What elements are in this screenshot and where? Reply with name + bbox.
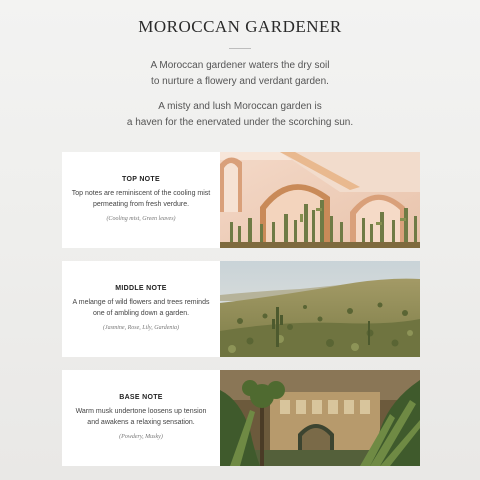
note-ingredients: (Jasmine, Rose, Lily, Gardenia) — [102, 325, 180, 331]
note-card-top — [62, 152, 420, 248]
note-description-line: one of ambling down a garden. — [92, 310, 190, 317]
note-description-line: A melange of wild flowers and trees reminds — [72, 299, 210, 306]
note-card-base — [62, 370, 420, 466]
note-text — [62, 370, 220, 466]
note-description-line: Top notes are reminiscent of the cooling mist — [71, 190, 211, 197]
note-card-middle — [62, 261, 420, 357]
intro-line: to nurture a flowery and verdant garden. — [151, 76, 329, 87]
note-description-line: and awakens a relaxing sensation. — [87, 419, 195, 426]
intro-line: a haven for the enervated under the scorching sun. — [126, 117, 354, 128]
note-description-line: permeating from fresh verdure. — [92, 201, 190, 208]
note-description — [70, 188, 212, 210]
note-description — [70, 297, 212, 319]
page-title: MOROCCAN GARDENER — [138, 17, 342, 36]
note-label: BASE NOTE — [119, 394, 163, 401]
note-ingredients: (Cooling mist, Green leaves) — [106, 216, 176, 222]
intro-paragraph-1 — [0, 58, 480, 90]
note-description — [70, 406, 212, 428]
note-text — [62, 261, 220, 357]
note-description-line: Warm musk undertone loosens up tension — [75, 408, 207, 415]
intro-paragraph-2 — [0, 99, 480, 131]
note-label: TOP NOTE — [122, 176, 160, 183]
intro-line: A Moroccan gardener waters the dry soil — [150, 60, 330, 71]
note-text — [62, 152, 220, 248]
photo-hillside-landscape — [220, 261, 420, 357]
photo-riad-garden — [220, 370, 420, 466]
note-label: MIDDLE NOTE — [115, 285, 167, 292]
note-ingredients: (Powdery, Musky) — [119, 434, 163, 440]
photo-arch-cactus — [220, 152, 420, 248]
title-divider — [229, 48, 251, 49]
intro-line: A misty and lush Moroccan garden is — [158, 101, 322, 112]
